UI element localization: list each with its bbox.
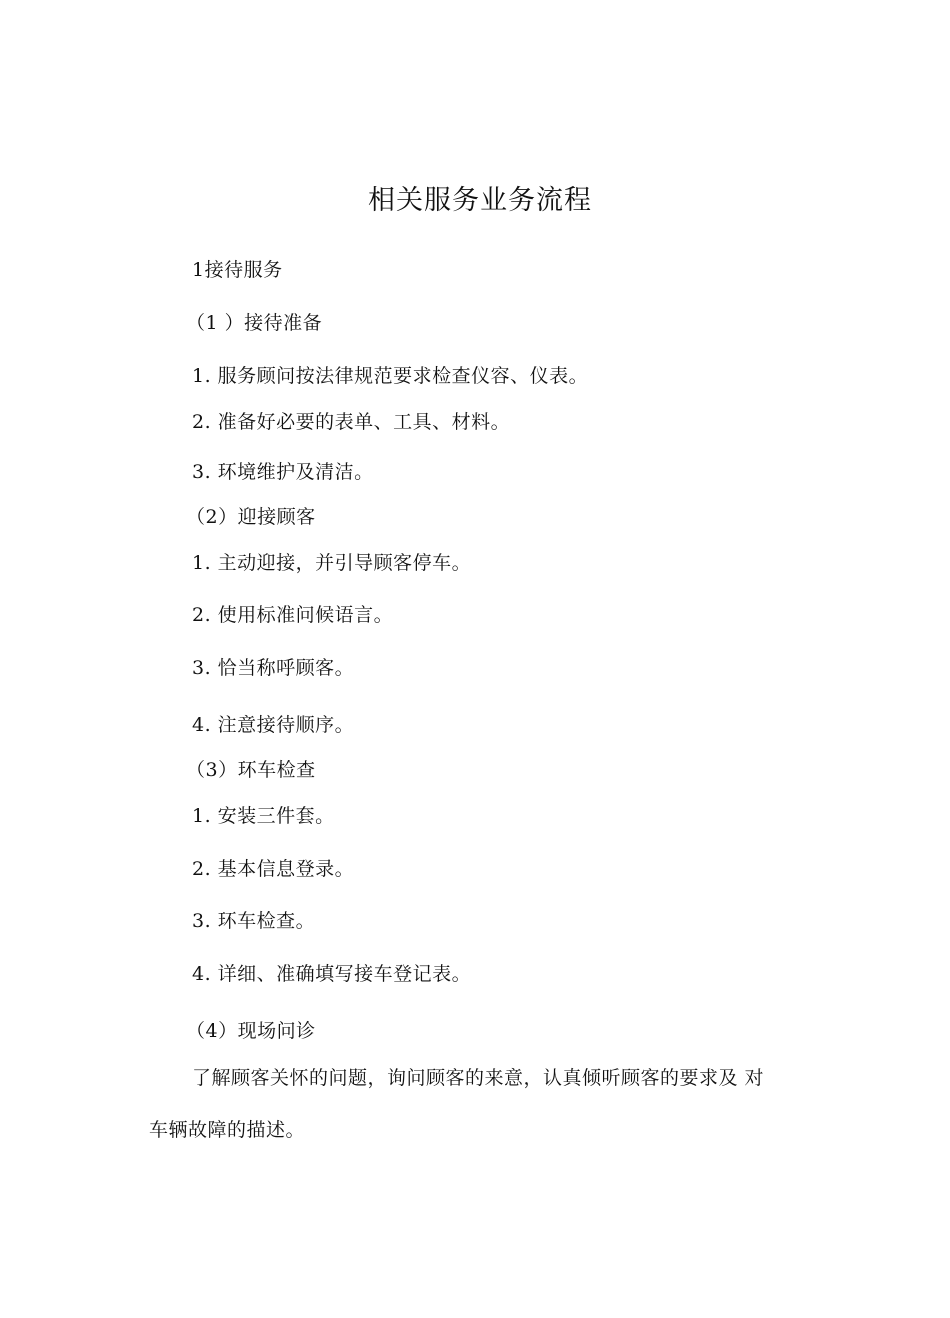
list-item: 4. 详细、准确填写接车登记表。 <box>192 963 472 985</box>
list-item: 1. 主动迎接，并引导顾客停车。 <box>192 552 472 574</box>
list-item: 1. 服务顾问按法律规范要求检查仪容、仪表。 <box>192 365 589 387</box>
section-heading: 1接待服务 <box>192 259 283 281</box>
paragraph-line: 车辆故障的描述。 <box>149 1119 306 1141</box>
list-item: 2. 准备好必要的表单、工具、材料。 <box>192 411 511 433</box>
list-item: 3. 环车检查。 <box>192 910 316 932</box>
list-item: 4. 注意接待顺序。 <box>192 714 355 736</box>
subsection-heading: （1 ）接待准备 <box>186 312 323 334</box>
subsection-heading: （2）迎接顾客 <box>186 506 316 528</box>
list-item: 2. 使用标准问候语言。 <box>192 604 394 626</box>
subsection-heading: （3）环车检查 <box>186 759 316 781</box>
list-item: 3. 环境维护及清洁。 <box>192 461 374 483</box>
document-title: 相关服务业务流程 <box>368 185 592 216</box>
list-item: 2. 基本信息登录。 <box>192 858 355 880</box>
subsection-heading: （4）现场问诊 <box>186 1020 316 1042</box>
list-item: 1. 安装三件套。 <box>192 805 335 827</box>
paragraph-line: 了解顾客关怀的问题，询问顾客的来意，认真倾听顾客的要求及 对 <box>192 1067 765 1089</box>
list-item: 3. 恰当称呼顾客。 <box>192 657 355 679</box>
